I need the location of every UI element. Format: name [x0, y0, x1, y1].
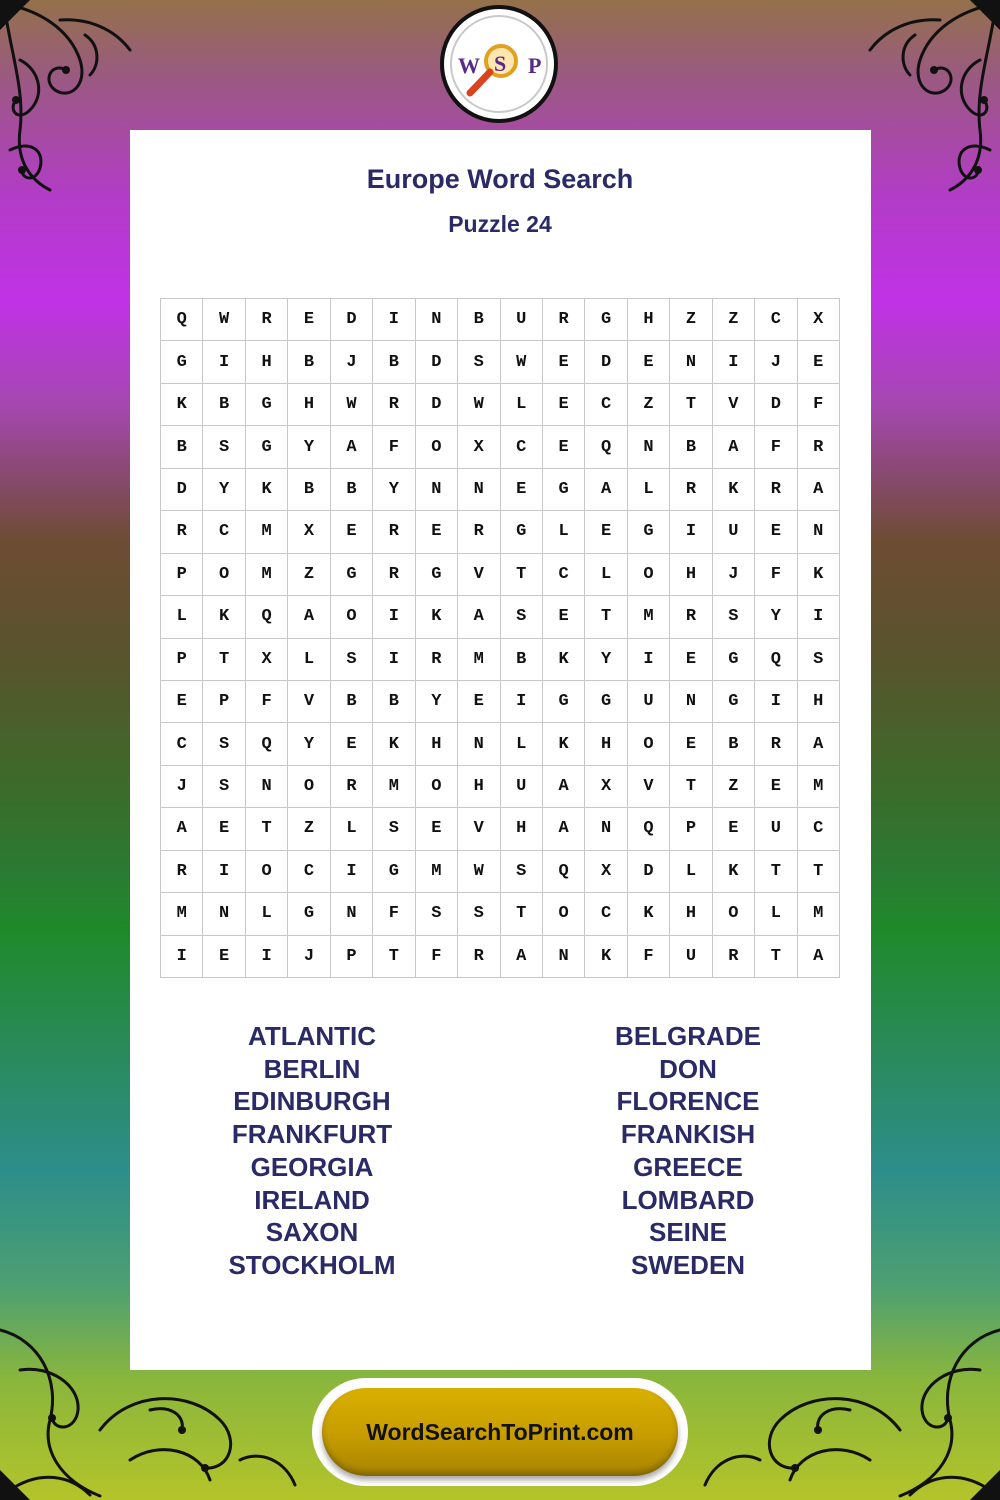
grid-cell[interactable]: H — [585, 723, 627, 765]
grid-cell[interactable]: F — [755, 554, 797, 596]
footer-banner[interactable] — [312, 1378, 688, 1486]
grid-cell[interactable]: L — [246, 893, 288, 935]
grid-cell[interactable]: Z — [628, 384, 670, 426]
grid-cell[interactable]: G — [713, 681, 755, 723]
word-item: BERLIN — [263, 1053, 361, 1084]
grid-cell[interactable]: M — [798, 766, 840, 808]
grid-cell[interactable]: X — [458, 426, 500, 468]
grid-cell[interactable]: L — [628, 469, 670, 511]
grid-cell[interactable]: E — [458, 681, 500, 723]
grid-cell[interactable]: H — [670, 893, 712, 935]
grid-cell[interactable]: M — [416, 851, 458, 893]
grid-cell[interactable]: E — [543, 426, 585, 468]
grid-cell[interactable]: K — [713, 851, 755, 893]
grid-cell[interactable]: Q — [585, 426, 627, 468]
grid-cell[interactable]: K — [416, 596, 458, 638]
grid-cell[interactable]: E — [161, 681, 203, 723]
grid-cell[interactable]: N — [670, 341, 712, 383]
grid-cell[interactable]: K — [246, 469, 288, 511]
grid-cell[interactable]: T — [203, 639, 245, 681]
word-list-left — [132, 1020, 492, 1282]
grid-cell[interactable]: H — [246, 341, 288, 383]
grid-cell[interactable]: U — [501, 766, 543, 808]
grid-cell[interactable]: V — [458, 554, 500, 596]
grid-cell[interactable]: R — [331, 766, 373, 808]
grid-cell[interactable]: M — [373, 766, 415, 808]
grid-cell[interactable]: I — [755, 681, 797, 723]
grid-cell[interactable]: R — [161, 511, 203, 553]
grid-cell[interactable]: F — [416, 936, 458, 978]
grid-cell[interactable]: I — [246, 936, 288, 978]
grid-cell[interactable]: R — [373, 554, 415, 596]
grid-cell[interactable]: H — [798, 681, 840, 723]
grid-cell[interactable]: X — [798, 299, 840, 341]
grid-cell[interactable]: Z — [713, 766, 755, 808]
grid-cell[interactable]: O — [288, 766, 330, 808]
grid-cell[interactable]: H — [670, 554, 712, 596]
grid-cell[interactable]: J — [755, 341, 797, 383]
grid-cell[interactable]: P — [161, 639, 203, 681]
grid-cell[interactable]: N — [543, 936, 585, 978]
grid-cell[interactable]: R — [458, 511, 500, 553]
grid-cell[interactable]: R — [755, 469, 797, 511]
grid-cell[interactable]: E — [755, 511, 797, 553]
grid-cell[interactable]: G — [331, 554, 373, 596]
grid-cell[interactable]: Z — [288, 808, 330, 850]
grid-cell[interactable]: L — [585, 554, 627, 596]
grid-cell[interactable]: L — [755, 893, 797, 935]
grid-cell[interactable]: Y — [755, 596, 797, 638]
grid-cell[interactable]: C — [501, 426, 543, 468]
puzzle-number: Puzzle 24 — [448, 211, 552, 237]
grid-cell[interactable]: F — [798, 384, 840, 426]
grid-cell[interactable]: S — [203, 766, 245, 808]
grid-cell[interactable]: A — [543, 766, 585, 808]
letter-grid[interactable] — [160, 298, 840, 978]
grid-cell[interactable]: C — [543, 554, 585, 596]
logo-letter-p: P — [528, 53, 542, 78]
grid-cell[interactable]: A — [458, 596, 500, 638]
grid-cell[interactable]: Y — [585, 639, 627, 681]
grid-cell[interactable]: I — [713, 341, 755, 383]
grid-cell[interactable]: F — [373, 893, 415, 935]
grid-cell[interactable]: M — [798, 893, 840, 935]
grid-cell[interactable]: B — [161, 426, 203, 468]
grid-cell[interactable]: G — [161, 341, 203, 383]
grid-cell[interactable]: O — [713, 893, 755, 935]
grid-cell[interactable]: H — [501, 808, 543, 850]
logo-letter-s: S — [494, 51, 507, 76]
word-item: DON — [659, 1053, 717, 1084]
grid-cell[interactable]: M — [458, 639, 500, 681]
grid-cell[interactable]: I — [203, 341, 245, 383]
word-item: SWEDEN — [630, 1249, 746, 1280]
grid-cell[interactable]: C — [755, 299, 797, 341]
grid-cell[interactable]: J — [161, 766, 203, 808]
grid-cell[interactable]: A — [798, 469, 840, 511]
grid-cell[interactable]: I — [373, 639, 415, 681]
grid-cell[interactable]: R — [713, 936, 755, 978]
grid-cell[interactable]: O — [203, 554, 245, 596]
grid-cell[interactable]: K — [203, 596, 245, 638]
grid-cell[interactable]: A — [798, 723, 840, 765]
grid-cell[interactable]: S — [416, 893, 458, 935]
grid-cell[interactable]: E — [585, 511, 627, 553]
grid-cell[interactable]: R — [670, 469, 712, 511]
grid-cell[interactable]: K — [543, 723, 585, 765]
grid-cell[interactable]: C — [585, 384, 627, 426]
grid-cell[interactable]: E — [543, 384, 585, 426]
grid-cell[interactable]: T — [755, 851, 797, 893]
grid-cell[interactable]: L — [543, 511, 585, 553]
grid-cell[interactable]: N — [628, 426, 670, 468]
grid-cell[interactable]: G — [501, 511, 543, 553]
grid-cell[interactable]: S — [331, 639, 373, 681]
grid-cell[interactable]: W — [331, 384, 373, 426]
grid-cell[interactable]: B — [288, 469, 330, 511]
word-item: GREECE — [633, 1151, 743, 1182]
grid-cell[interactable]: M — [246, 511, 288, 553]
word-item: EDINBURGH — [233, 1086, 391, 1117]
grid-cell[interactable]: I — [798, 596, 840, 638]
grid-cell[interactable]: B — [331, 681, 373, 723]
grid-cell[interactable]: A — [543, 808, 585, 850]
grid-cell[interactable]: G — [543, 681, 585, 723]
grid-cell[interactable]: I — [373, 596, 415, 638]
grid-cell[interactable]: E — [543, 596, 585, 638]
grid-cell[interactable]: S — [203, 426, 245, 468]
grid-cell[interactable]: M — [628, 596, 670, 638]
grid-cell[interactable]: N — [416, 469, 458, 511]
grid-cell[interactable]: B — [203, 384, 245, 426]
grid-cell[interactable]: Q — [543, 851, 585, 893]
grid-cell[interactable]: Z — [713, 299, 755, 341]
grid-cell[interactable]: G — [373, 851, 415, 893]
grid-cell[interactable]: D — [331, 299, 373, 341]
wsp-logo[interactable] — [440, 5, 558, 123]
grid-cell[interactable]: E — [331, 511, 373, 553]
grid-cell[interactable]: Q — [161, 299, 203, 341]
grid-cell[interactable]: I — [501, 681, 543, 723]
grid-cell[interactable]: H — [628, 299, 670, 341]
grid-cell[interactable]: J — [713, 554, 755, 596]
grid-cell[interactable]: H — [416, 723, 458, 765]
grid-cell[interactable]: R — [458, 936, 500, 978]
grid-cell[interactable]: R — [670, 596, 712, 638]
grid-cell[interactable]: S — [458, 341, 500, 383]
grid-cell[interactable]: T — [670, 384, 712, 426]
logo-letter-w: W — [458, 53, 480, 78]
grid-cell[interactable]: A — [331, 426, 373, 468]
grid-cell[interactable]: O — [331, 596, 373, 638]
grid-cell[interactable]: E — [543, 341, 585, 383]
grid-cell[interactable]: N — [458, 723, 500, 765]
grid-cell[interactable]: O — [628, 723, 670, 765]
grid-cell[interactable]: C — [585, 893, 627, 935]
grid-cell[interactable]: N — [203, 893, 245, 935]
grid-cell[interactable]: E — [416, 808, 458, 850]
grid-cell[interactable]: T — [501, 893, 543, 935]
grid-cell[interactable]: S — [373, 808, 415, 850]
grid-cell[interactable]: V — [288, 681, 330, 723]
grid-cell[interactable]: I — [670, 511, 712, 553]
grid-cell[interactable]: R — [246, 299, 288, 341]
grid-cell[interactable]: G — [585, 681, 627, 723]
word-item: BELGRADE — [615, 1021, 761, 1051]
grid-cell[interactable]: K — [628, 893, 670, 935]
grid-cell[interactable]: I — [203, 851, 245, 893]
grid-cell[interactable]: R — [373, 384, 415, 426]
grid-cell[interactable]: D — [585, 341, 627, 383]
footer-link[interactable]: WordSearchToPrint.com — [366, 1418, 634, 1445]
grid-cell[interactable]: B — [501, 639, 543, 681]
grid-cell[interactable]: S — [798, 639, 840, 681]
grid-cell[interactable]: P — [203, 681, 245, 723]
grid-cell[interactable]: P — [161, 554, 203, 596]
grid-cell[interactable]: M — [246, 554, 288, 596]
grid-cell[interactable]: G — [246, 426, 288, 468]
grid-cell[interactable]: C — [288, 851, 330, 893]
grid-cell[interactable]: E — [628, 341, 670, 383]
grid-cell[interactable]: J — [331, 341, 373, 383]
word-item: GEORGIA — [250, 1151, 374, 1182]
grid-cell[interactable]: T — [373, 936, 415, 978]
grid-cell[interactable]: S — [501, 596, 543, 638]
grid-cell[interactable]: E — [288, 299, 330, 341]
grid-cell[interactable]: H — [288, 384, 330, 426]
grid-cell[interactable]: Q — [628, 808, 670, 850]
grid-cell[interactable]: N — [585, 808, 627, 850]
grid-cell[interactable]: E — [331, 723, 373, 765]
word-item: SAXON — [265, 1217, 359, 1248]
grid-cell[interactable]: S — [458, 893, 500, 935]
grid-cell[interactable]: H — [458, 766, 500, 808]
grid-cell[interactable]: I — [628, 639, 670, 681]
grid-cell[interactable]: U — [670, 936, 712, 978]
grid-cell[interactable]: R — [373, 511, 415, 553]
word-item: FRANKFURT — [231, 1119, 393, 1150]
grid-cell[interactable]: L — [161, 596, 203, 638]
word-item: FRANKISH — [620, 1119, 756, 1150]
grid-cell[interactable]: T — [798, 851, 840, 893]
grid-cell[interactable]: O — [416, 766, 458, 808]
grid-cell[interactable]: G — [585, 299, 627, 341]
grid-cell[interactable]: Y — [373, 469, 415, 511]
grid-cell[interactable]: C — [798, 808, 840, 850]
grid-cell[interactable]: A — [288, 596, 330, 638]
grid-cell[interactable]: E — [203, 808, 245, 850]
grid-cell[interactable]: D — [416, 384, 458, 426]
grid-cell[interactable]: O — [416, 426, 458, 468]
grid-cell[interactable]: A — [585, 469, 627, 511]
grid-cell[interactable]: T — [585, 596, 627, 638]
grid-cell[interactable]: R — [161, 851, 203, 893]
grid-cell[interactable]: M — [161, 893, 203, 935]
grid-cell[interactable]: I — [161, 936, 203, 978]
grid-cell[interactable]: G — [288, 893, 330, 935]
grid-cell[interactable]: F — [373, 426, 415, 468]
grid-cell[interactable]: Y — [203, 469, 245, 511]
grid-cell[interactable]: U — [713, 511, 755, 553]
grid-cell[interactable]: K — [161, 384, 203, 426]
grid-cell[interactable]: X — [585, 851, 627, 893]
grid-cell[interactable]: Y — [416, 681, 458, 723]
grid-cell[interactable]: W — [458, 851, 500, 893]
grid-cell[interactable]: E — [501, 469, 543, 511]
grid-cell[interactable]: D — [416, 341, 458, 383]
grid-cell[interactable]: L — [670, 851, 712, 893]
grid-cell[interactable]: K — [585, 936, 627, 978]
grid-cell[interactable]: O — [246, 851, 288, 893]
grid-cell[interactable]: A — [798, 936, 840, 978]
grid-cell[interactable]: L — [501, 723, 543, 765]
word-list-right — [508, 1020, 868, 1282]
grid-cell[interactable]: U — [628, 681, 670, 723]
grid-cell[interactable]: P — [670, 808, 712, 850]
grid-cell[interactable]: E — [416, 511, 458, 553]
grid-cell[interactable]: E — [713, 808, 755, 850]
grid-cell[interactable]: D — [628, 851, 670, 893]
grid-cell[interactable]: Q — [246, 723, 288, 765]
grid-cell[interactable]: O — [628, 554, 670, 596]
grid-cell[interactable]: Q — [755, 639, 797, 681]
grid-cell[interactable]: G — [543, 469, 585, 511]
grid-cell[interactable]: X — [288, 511, 330, 553]
grid-cell[interactable]: G — [416, 554, 458, 596]
grid-cell[interactable]: F — [628, 936, 670, 978]
grid-cell[interactable]: A — [501, 936, 543, 978]
grid-cell[interactable]: F — [246, 681, 288, 723]
grid-cell[interactable]: Z — [288, 554, 330, 596]
grid-cell[interactable]: T — [246, 808, 288, 850]
grid-cell[interactable]: S — [203, 723, 245, 765]
grid-cell[interactable]: E — [203, 936, 245, 978]
grid-cell[interactable]: N — [458, 469, 500, 511]
word-item: ATLANTIC — [247, 1021, 377, 1051]
grid-cell[interactable]: C — [161, 723, 203, 765]
grid-cell[interactable]: L — [288, 639, 330, 681]
grid-cell[interactable]: E — [670, 723, 712, 765]
grid-cell[interactable]: K — [373, 723, 415, 765]
grid-cell[interactable]: B — [458, 299, 500, 341]
grid-cell[interactable]: V — [713, 384, 755, 426]
grid-cell[interactable]: K — [798, 554, 840, 596]
grid-cell[interactable]: T — [755, 936, 797, 978]
grid-cell[interactable]: B — [288, 341, 330, 383]
grid-cell[interactable]: R — [755, 723, 797, 765]
grid-cell[interactable]: T — [670, 766, 712, 808]
grid-cell[interactable]: S — [713, 596, 755, 638]
grid-cell[interactable]: W — [458, 384, 500, 426]
grid-cell[interactable]: G — [628, 511, 670, 553]
grid-cell[interactable]: N — [246, 766, 288, 808]
grid-cell[interactable]: R — [416, 639, 458, 681]
grid-cell[interactable]: N — [331, 893, 373, 935]
grid-cell[interactable]: N — [670, 681, 712, 723]
footer-button[interactable] — [322, 1388, 678, 1476]
grid-cell[interactable]: X — [246, 639, 288, 681]
grid-cell[interactable]: B — [373, 681, 415, 723]
grid-cell[interactable]: O — [543, 893, 585, 935]
grid-cell[interactable]: Y — [288, 723, 330, 765]
grid-cell[interactable]: B — [331, 469, 373, 511]
grid-cell[interactable]: J — [288, 936, 330, 978]
grid-cell[interactable]: B — [373, 341, 415, 383]
word-item: IRELAND — [254, 1184, 370, 1215]
grid-cell[interactable]: C — [203, 511, 245, 553]
grid-cell[interactable]: T — [501, 554, 543, 596]
grid-cell[interactable]: E — [670, 639, 712, 681]
grid-cell[interactable]: E — [755, 766, 797, 808]
grid-cell[interactable]: I — [331, 851, 373, 893]
grid-cell[interactable]: L — [501, 384, 543, 426]
grid-cell[interactable]: I — [373, 299, 415, 341]
puzzle-title: Europe Word Search — [366, 164, 634, 194]
word-item: STOCKHOLM — [228, 1249, 396, 1280]
grid-cell[interactable]: R — [543, 299, 585, 341]
grid-cell[interactable]: A — [713, 426, 755, 468]
grid-cell[interactable]: S — [501, 851, 543, 893]
grid-cell[interactable]: B — [670, 426, 712, 468]
grid-cell[interactable]: V — [628, 766, 670, 808]
grid-cell[interactable]: E — [798, 341, 840, 383]
grid-cell[interactable]: N — [416, 299, 458, 341]
grid-cell[interactable]: D — [161, 469, 203, 511]
grid-cell[interactable]: D — [755, 384, 797, 426]
word-item: SEINE — [648, 1217, 728, 1248]
grid-cell[interactable]: K — [713, 469, 755, 511]
grid-cell[interactable]: N — [798, 511, 840, 553]
grid-cell[interactable]: P — [331, 936, 373, 978]
grid-cell[interactable]: L — [331, 808, 373, 850]
grid-cell[interactable]: V — [458, 808, 500, 850]
grid-cell[interactable]: Q — [246, 596, 288, 638]
word-item: FLORENCE — [616, 1086, 760, 1117]
grid-cell[interactable]: W — [203, 299, 245, 341]
grid-cell[interactable]: K — [543, 639, 585, 681]
grid-cell[interactable]: U — [501, 299, 543, 341]
grid-cell[interactable]: X — [585, 766, 627, 808]
grid-cell[interactable]: Z — [670, 299, 712, 341]
grid-cell[interactable]: G — [713, 639, 755, 681]
grid-cell[interactable]: Y — [288, 426, 330, 468]
grid-cell[interactable]: R — [798, 426, 840, 468]
grid-cell[interactable]: U — [755, 808, 797, 850]
grid-cell[interactable]: W — [501, 341, 543, 383]
grid-cell[interactable]: G — [246, 384, 288, 426]
word-item: LOMBARD — [621, 1184, 755, 1215]
grid-cell[interactable]: F — [755, 426, 797, 468]
grid-cell[interactable]: A — [161, 808, 203, 850]
grid-cell[interactable]: B — [713, 723, 755, 765]
